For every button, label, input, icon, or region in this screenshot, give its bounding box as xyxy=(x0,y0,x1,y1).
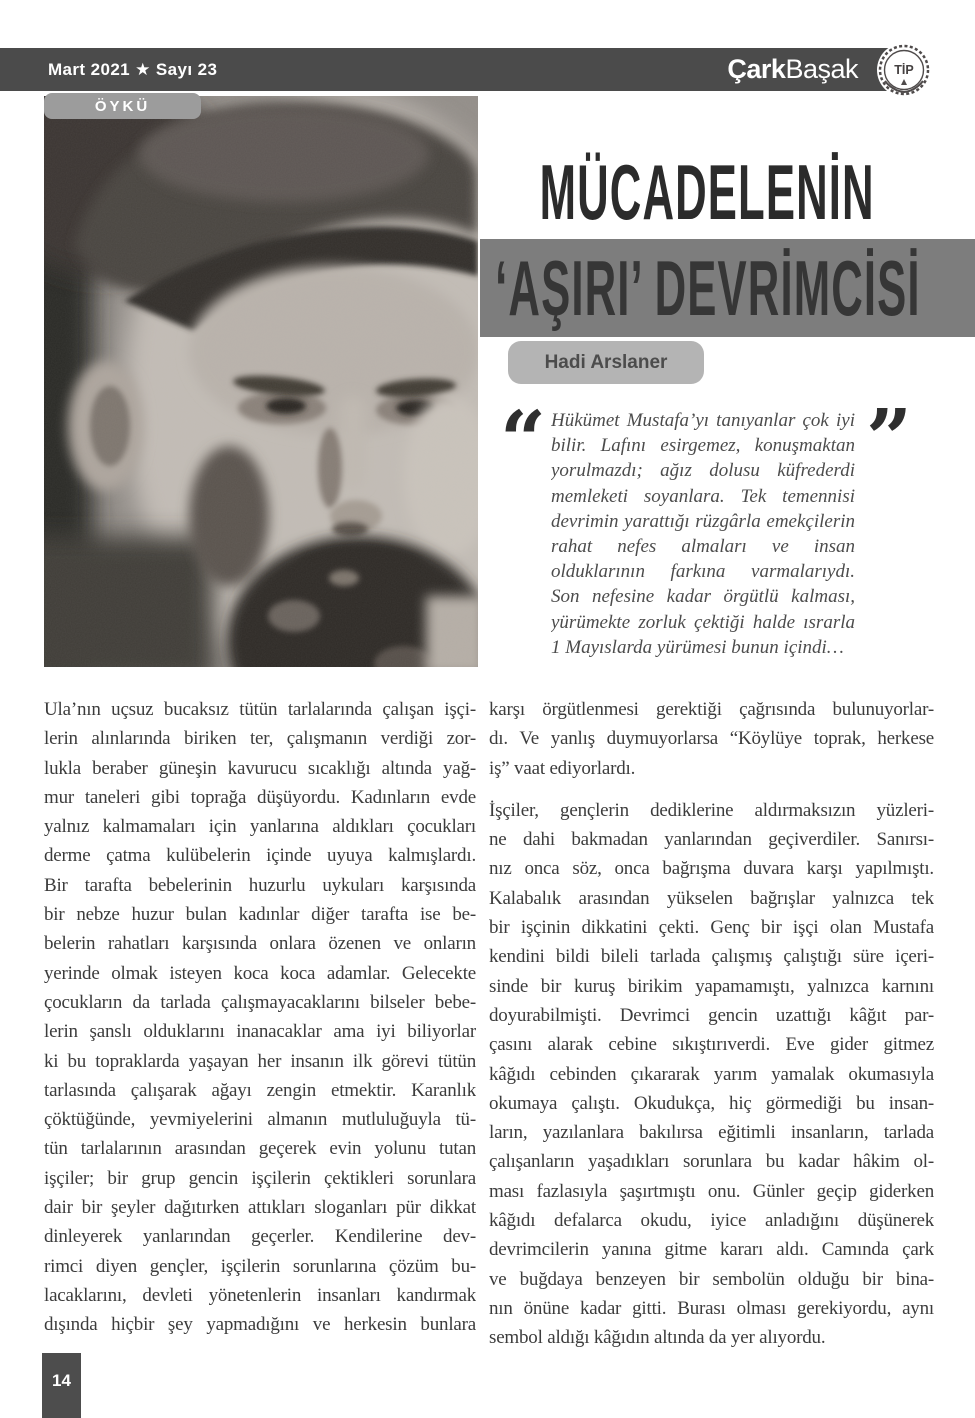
text-line: kâğıdı defalarca okudu, iyice anladığını düşünerek xyxy=(489,1210,934,1232)
text-line: Kalabalık arasından yükselen bağrışlar yalnızca tek xyxy=(489,887,934,909)
portrait-photo xyxy=(44,96,478,667)
text-line: çöktüğünde, yevmiyelerini almanın mutluluğuyla tü- xyxy=(44,1109,476,1131)
text-line: tün tarlalarının arasından geçerek evin yolunu tutan xyxy=(44,1138,476,1160)
text-line: devrimin yarattığı rüzgârla emekçilerin xyxy=(551,510,855,532)
text-line: ve buğdaya benzeyen bir sembolün olduğu bir bina- xyxy=(489,1268,934,1290)
brand-bold-part: Çark xyxy=(727,54,786,84)
open-quote-icon: “ xyxy=(500,393,547,487)
text-line: dinleyerek yanlarından geçerler. Kendilerine dev- xyxy=(44,1226,476,1248)
tip-emblem-graphic xyxy=(875,41,933,99)
text-line: dı. Ve yanlış duymuyorlarsa “Köylüye toprak, herkese xyxy=(489,728,934,750)
text-line: yalnız kalmamaları için yanlarına aldıkları çocukları xyxy=(44,816,476,838)
text-line: karşı örgütlenmesi gerektiği çağrısında bulunuyorlar- xyxy=(489,699,934,720)
article-title-line1 xyxy=(480,150,975,234)
text-line: çocukların da tarlada çalışmayacaklarını bilseler bebe- xyxy=(44,991,476,1013)
text-line: doyurabilmişti. Devrimci gencin uzattığı kâğıt par- xyxy=(489,1004,934,1026)
text-line: derme çatma kulübelerin içinde uyuya kalmışlardı. xyxy=(44,845,476,867)
text-line: yerinde olmak isteyen koca koca adamlar. Gelecekte xyxy=(44,962,476,984)
text-line: ne dahi bakmadan yanlarından geçiverdiler. Sanırsı- xyxy=(489,829,934,851)
text-line: mur taneleri gibi toprağa düşüyordu. Kadınların evde xyxy=(44,786,476,808)
text-line: devrimcilerin yanına gitme kararı aldı. Camında çark xyxy=(489,1239,934,1261)
portrait-photo-graphic xyxy=(44,96,478,667)
text-line: ki bu topraklarda yaşayan her insanın ilk görevi tütün xyxy=(44,1050,476,1072)
text-line: bir nebze huzur bulan kadınlar diğer tarafta ise be- xyxy=(44,904,476,926)
brand-light-part: Başak xyxy=(785,54,858,84)
body-column-left xyxy=(44,695,476,1340)
article-title-line1-text: MÜCADELENİN xyxy=(539,148,876,236)
text-line: çalışanların yaşadıkları sorunlara bu kadar hâkim ol- xyxy=(489,1151,934,1173)
text-line: rimci diyen gençler, işçilerin sorunlarına çözüm bu- xyxy=(44,1255,476,1277)
page-number-box xyxy=(42,1353,81,1418)
paragraph xyxy=(551,408,855,660)
text-line: bir işçinin dikkatini çekti. Genç bir işçi olan Mustafa xyxy=(489,917,934,939)
text-line: Son nefesine kadar örgütlü kalması, xyxy=(551,586,855,608)
text-line: çasını alarak cebine sıkıştırıverdi. Eve gider gitmez xyxy=(489,1034,934,1056)
text-line: rahat nefes almaları ve insan xyxy=(551,536,855,558)
body-column-right xyxy=(489,695,934,1353)
text-line: okumaya çalıştı. Okudukça, hiç görmediği bu insan- xyxy=(489,1092,934,1114)
text-line: Hükümet Mustafa’yı tanıyanlar çok iyi xyxy=(551,410,855,431)
text-line: dair bir şeyler dağıtırken attıkları sloganları pür dikkat xyxy=(44,1197,476,1219)
text-line: Ula’nın uçsuz bucaksız tütün tarlalarında çalışan işçi- xyxy=(44,699,476,720)
text-line: belerin rahatları karşısında onlara özenen ve onların xyxy=(44,933,476,955)
article-title-line2-text: ‘AŞIRI’ DEVRİMCİSİ xyxy=(494,244,921,332)
text-line: sembol aldığı kâğıdın altında da yer alıyordu. xyxy=(489,1327,826,1349)
text-line: memleketi soyanlara. Tek temennisi xyxy=(551,485,855,507)
text-line: tarlasında çalışarak ağayı zengin etmektir. Karanlık xyxy=(44,1079,476,1101)
category-label: ÖYKÜ xyxy=(94,97,151,115)
text-line: olduklarının farkına varmalarıydı. xyxy=(551,561,855,583)
category-badge xyxy=(44,93,201,119)
page-number: 14 xyxy=(52,1371,71,1390)
text-line: dışında hiçbir şey yapmadığını ve herkesin bunlara xyxy=(44,1314,476,1336)
author-badge xyxy=(508,341,704,384)
paragraph xyxy=(44,695,476,1340)
text-line: yorulmazdı; ağız dolusu küfrederdi xyxy=(551,460,855,482)
text-line: sinde bir kuruş birikim yapamamıştı, yalnızca karnını xyxy=(489,975,934,997)
text-line: 1 Mayıslarda yürümesi bunun içindi… xyxy=(551,636,844,658)
text-line: bilir. Lafını esirgemez, konuşmaktan xyxy=(551,435,855,457)
paragraph xyxy=(489,796,934,1353)
text-line: lerin alınlarında biriken ter, çalışmanın verdiği zor- xyxy=(44,728,476,750)
text-line: İşçiler, gençlerin dediklerine aldırmaksızın yüzleri- xyxy=(489,799,934,821)
text-line: lerin şanslı olduklarını inanacaklar ama iyi biliyorlar xyxy=(44,1021,476,1043)
tip-logo-text: TİP xyxy=(894,63,914,77)
author-name: Hadi Arslaner xyxy=(544,351,668,373)
tip-party-logo-icon xyxy=(875,41,933,99)
text-line: nız onca söz, onca bağrışma duvara karşı yapılmıştı. xyxy=(489,858,934,880)
pull-quote xyxy=(551,408,855,660)
text-line: ması fazlasıyla şaşırtmıştı onu. Günler geçip giderken xyxy=(489,1180,934,1202)
text-line: nın önüne kadar gitti. Burası olması gerekiyordu, aynı xyxy=(489,1297,934,1319)
close-quote-icon: ” xyxy=(866,391,913,485)
text-line: işçiler; bir grup gencin işçilerin çektikleri sorunlara xyxy=(44,1167,476,1189)
text-line: kâğıdı cebinden çıkararak yarım yamalak okumasıyla xyxy=(489,1063,934,1085)
text-line: lukla beraber güneşin kavurucu sıcaklığı altında yağ- xyxy=(44,757,476,779)
paragraph xyxy=(489,695,934,783)
issue-label: Mart 2021 ★ Sayı 23 xyxy=(48,59,218,79)
text-line: lacaklarını, devleti yönetenlerin insanları kandırmak xyxy=(44,1284,476,1306)
header-bar xyxy=(0,48,916,91)
magazine-brand xyxy=(727,48,858,91)
text-line: iş” vaat ediyorlardı. xyxy=(489,757,636,779)
text-line: kendini bildi bileli tarlada çalışmış çalıştığı süre içeri- xyxy=(489,946,934,968)
text-line: Bir tarafta bebelerinin huzurlu uykuları karşısında xyxy=(44,874,476,896)
text-line: yürümekte zorluk çektiği halde ısrarla xyxy=(551,611,855,633)
text-line: ların, yazılanlara bakılırsa eğitimli insanların, tarlada xyxy=(489,1122,934,1144)
article-title-band xyxy=(480,239,975,337)
